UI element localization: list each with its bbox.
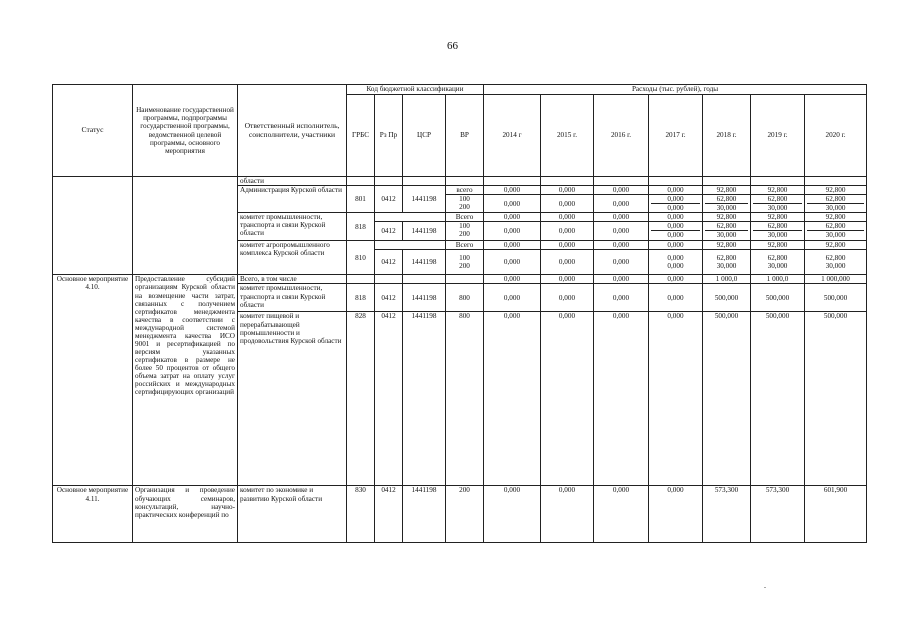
value-cell: 1 000,0 [751, 275, 805, 284]
csr-cell: 1441198 [403, 284, 446, 312]
empty-cell [375, 241, 446, 250]
value-100: 62,800 [825, 195, 846, 204]
responsible-cell: Всего, в том числе [238, 275, 347, 284]
header-year: 2016 г. [594, 95, 649, 177]
value-cell: 0,000 [484, 195, 541, 213]
vr-cell: 800 [446, 284, 484, 312]
value-cell: 0,000 [594, 195, 649, 213]
value-200: 30,000 [807, 203, 864, 212]
value-100: 62,800 [716, 195, 737, 204]
value-cell: 0,000 [649, 275, 703, 284]
value-cell: 0,000 [541, 275, 594, 284]
value-cell [703, 250, 751, 275]
responsible-cell: комитет промышленности, транспорта и связи Курской области [238, 213, 347, 241]
value-cell [751, 222, 805, 241]
value-cell: 0,000 [484, 241, 541, 250]
status-cell: Основное мероприятие 4.11. [53, 486, 133, 543]
responsible-cell: Администрация Курской области [238, 186, 347, 213]
value-100: 62,800 [716, 222, 737, 231]
empty-cell [594, 177, 649, 186]
grbs-cell: 801 [347, 186, 375, 213]
value-100: 0,000 [667, 222, 684, 231]
empty-cell [649, 177, 703, 186]
rzpr-cell: 0412 [375, 186, 403, 213]
header-budget-code: Код бюджетной классификации [347, 85, 484, 95]
empty-cell [484, 177, 541, 186]
value-cell: 0,000 [541, 186, 594, 195]
value-cell: 500,000 [751, 312, 805, 486]
value-cell: 500,000 [805, 284, 867, 312]
value-200: 30,000 [753, 203, 802, 212]
value-cell: 0,000 [484, 486, 541, 543]
vr-100: 100 [459, 254, 470, 263]
value-cell: 0,000 [541, 241, 594, 250]
value-cell: 0,000 [594, 250, 649, 275]
table-row [53, 177, 867, 186]
header-expenses: Расходы (тыс. рублей), годы [484, 85, 867, 95]
vr-200: 200 [459, 262, 470, 271]
empty-cell [805, 177, 867, 186]
responsible-cell: области [238, 177, 347, 186]
vr-100: 100 [459, 222, 470, 231]
csr-cell: 1441198 [403, 486, 446, 543]
value-cell: 0,000 [484, 250, 541, 275]
vr-cell [446, 195, 484, 213]
header-name: Наименование государственной программы, подпрограммы государственной программы, ведомственной целевой программы, основного мероприятия [133, 85, 238, 177]
value-100: 0,000 [667, 195, 684, 204]
value-cell: 92,800 [751, 241, 805, 250]
grbs-cell: 828 [347, 312, 375, 486]
header-vr: ВР [446, 95, 484, 177]
description-cell: Предоставление субсидий организациям Курской области на возмещение части затрат, связанных с получением сертификатов менеджмента качества в соответствии с международной системой менеджмента качества ИСО 9001 и ресертификацией по версиям указанных сертификатов в размере не более 50 процентов от общего объема затрат на оплату услуг российских и международных сертифицирующих организаций [133, 275, 238, 486]
value-200: 30,000 [705, 230, 748, 239]
value-200: 30,000 [807, 230, 864, 239]
value-cell: 0,000 [649, 241, 703, 250]
value-cell: 0,000 [541, 312, 594, 486]
value-cell: 0,000 [594, 213, 649, 222]
empty-cell [347, 275, 375, 284]
empty-cell [347, 177, 375, 186]
value-cell: 92,800 [805, 241, 867, 250]
header-row-top [53, 85, 867, 95]
value-cell [805, 195, 867, 213]
description-cell: Организация и проведение обучающих семинаров, консультаций, научно-практических конференций по [133, 486, 238, 543]
csr-cell: 1441198 [403, 186, 446, 213]
value-cell: 0,000 [484, 222, 541, 241]
value-cell: 0,000 [594, 275, 649, 284]
value-200: 30,000 [825, 262, 846, 271]
header-csr: ЦСР [403, 95, 446, 177]
value-cell [751, 250, 805, 275]
grbs-cell: 810 [347, 241, 375, 275]
scan-speck: . [764, 581, 766, 590]
empty-cell [446, 177, 484, 186]
value-cell [649, 222, 703, 241]
header-responsible: Ответственный исполнитель, соисполнители, участники [238, 85, 347, 177]
empty-cell [375, 213, 446, 222]
vr-100: 100 [459, 195, 470, 204]
empty-name-cell [133, 177, 238, 275]
value-cell: 1 000,000 [805, 275, 867, 284]
value-cell: 0,000 [649, 284, 703, 312]
empty-status-cell [53, 177, 133, 275]
value-cell: 0,000 [541, 195, 594, 213]
rzpr-cell: 0412 [375, 222, 403, 241]
value-cell: 0,000 [541, 486, 594, 543]
value-cell [805, 250, 867, 275]
value-cell: 0,000 [484, 213, 541, 222]
value-100: 62,800 [825, 254, 846, 263]
value-cell: 0,000 [594, 186, 649, 195]
value-100: 62,800 [767, 195, 788, 204]
value-cell: 0,000 [649, 213, 703, 222]
budget-table [52, 84, 867, 543]
grbs-cell: 818 [347, 284, 375, 312]
grbs-cell: 830 [347, 486, 375, 543]
responsible-cell: комитет промышленности, транспорта и связи Курской области [238, 284, 347, 312]
empty-cell [403, 177, 446, 186]
responsible-cell: комитет пищевой и перерабатывающей промышленности и продовольствия Курской области [238, 312, 347, 486]
value-cell: 0,000 [594, 486, 649, 543]
vr-cell [446, 222, 484, 241]
header-rzpr: Рз Пр [375, 95, 403, 177]
csr-cell: 1441198 [403, 222, 446, 241]
value-cell: 0,000 [484, 275, 541, 284]
value-cell: 0,000 [484, 284, 541, 312]
value-cell: 0,000 [594, 312, 649, 486]
value-200: 0,000 [651, 203, 700, 212]
vr-cell: Всего [446, 213, 484, 222]
header-year: 2018 г. [703, 95, 751, 177]
header-status: Статус [53, 85, 133, 177]
page-number: 66 [447, 40, 458, 52]
value-cell: 573,300 [703, 486, 751, 543]
rzpr-cell: 0412 [375, 284, 403, 312]
empty-cell [541, 177, 594, 186]
value-200: 0,000 [667, 262, 684, 271]
value-cell: 0,000 [594, 284, 649, 312]
responsible-cell: комитет по экономике и развитию Курской области [238, 486, 347, 543]
header-grbs: ГРБС [347, 95, 375, 177]
value-cell: 0,000 [649, 186, 703, 195]
table-row [53, 486, 867, 543]
value-200: 30,000 [716, 262, 737, 271]
empty-cell [703, 177, 751, 186]
header-year: 2019 г. [751, 95, 805, 177]
csr-cell: 1441198 [403, 250, 446, 275]
value-cell [751, 195, 805, 213]
value-cell [703, 195, 751, 213]
empty-cell [375, 177, 403, 186]
rzpr-cell: 0412 [375, 250, 403, 275]
value-100: 62,800 [767, 254, 788, 263]
value-cell: 0,000 [484, 312, 541, 486]
value-cell: 0,000 [649, 312, 703, 486]
value-100: 0,000 [667, 254, 684, 263]
value-cell: 0,000 [594, 222, 649, 241]
empty-cell [446, 275, 484, 284]
value-cell: 92,800 [703, 186, 751, 195]
value-cell: 0,000 [541, 284, 594, 312]
header-year: 2017 г. [649, 95, 703, 177]
header-year: 2020 г. [805, 95, 867, 177]
budget-table-container [52, 84, 866, 560]
header-year: 2014 г [484, 95, 541, 177]
value-cell: 0,000 [541, 213, 594, 222]
value-cell: 92,800 [805, 213, 867, 222]
empty-cell [375, 275, 403, 284]
value-100: 62,800 [767, 222, 788, 231]
value-cell: 92,800 [805, 186, 867, 195]
value-cell: 500,000 [805, 312, 867, 486]
value-cell: 500,000 [751, 284, 805, 312]
rzpr-cell: 0412 [375, 312, 403, 486]
vr-cell [446, 250, 484, 275]
value-cell: 0,000 [484, 186, 541, 195]
value-100: 62,800 [716, 254, 737, 263]
vr-cell: 200 [446, 486, 484, 543]
empty-cell [751, 177, 805, 186]
value-cell [703, 222, 751, 241]
value-cell: 0,000 [594, 241, 649, 250]
value-200: 0,000 [651, 230, 700, 239]
value-200: 30,000 [753, 230, 802, 239]
value-200: 30,000 [705, 203, 748, 212]
table-row [53, 275, 867, 284]
value-cell: 92,800 [703, 241, 751, 250]
value-cell: 0,000 [541, 222, 594, 241]
empty-cell [403, 275, 446, 284]
value-cell: 500,000 [703, 284, 751, 312]
value-cell: 92,800 [703, 213, 751, 222]
vr-cell: 800 [446, 312, 484, 486]
value-cell [649, 195, 703, 213]
value-100: 62,800 [825, 222, 846, 231]
value-cell [649, 250, 703, 275]
vr-200: 200 [459, 230, 470, 239]
value-cell: 0,000 [541, 250, 594, 275]
value-cell: 92,800 [751, 213, 805, 222]
value-cell: 601,900 [805, 486, 867, 543]
value-cell: 500,000 [703, 312, 751, 486]
value-cell [805, 222, 867, 241]
value-cell: 573,300 [751, 486, 805, 543]
responsible-cell: комитет агропромышленного комплекса Курской области [238, 241, 347, 275]
vr-200: 200 [459, 203, 470, 212]
grbs-cell: 818 [347, 213, 375, 241]
csr-cell: 1441198 [403, 312, 446, 486]
value-cell: 92,800 [751, 186, 805, 195]
value-cell: 0,000 [649, 486, 703, 543]
header-year: 2015 г. [541, 95, 594, 177]
rzpr-cell: 0412 [375, 486, 403, 543]
status-cell: Основное мероприятие 4.10. [53, 275, 133, 486]
vr-cell: Всего [446, 241, 484, 250]
value-200: 30,000 [767, 262, 788, 271]
vr-cell: всего [446, 186, 484, 195]
value-cell: 1 000,0 [703, 275, 751, 284]
